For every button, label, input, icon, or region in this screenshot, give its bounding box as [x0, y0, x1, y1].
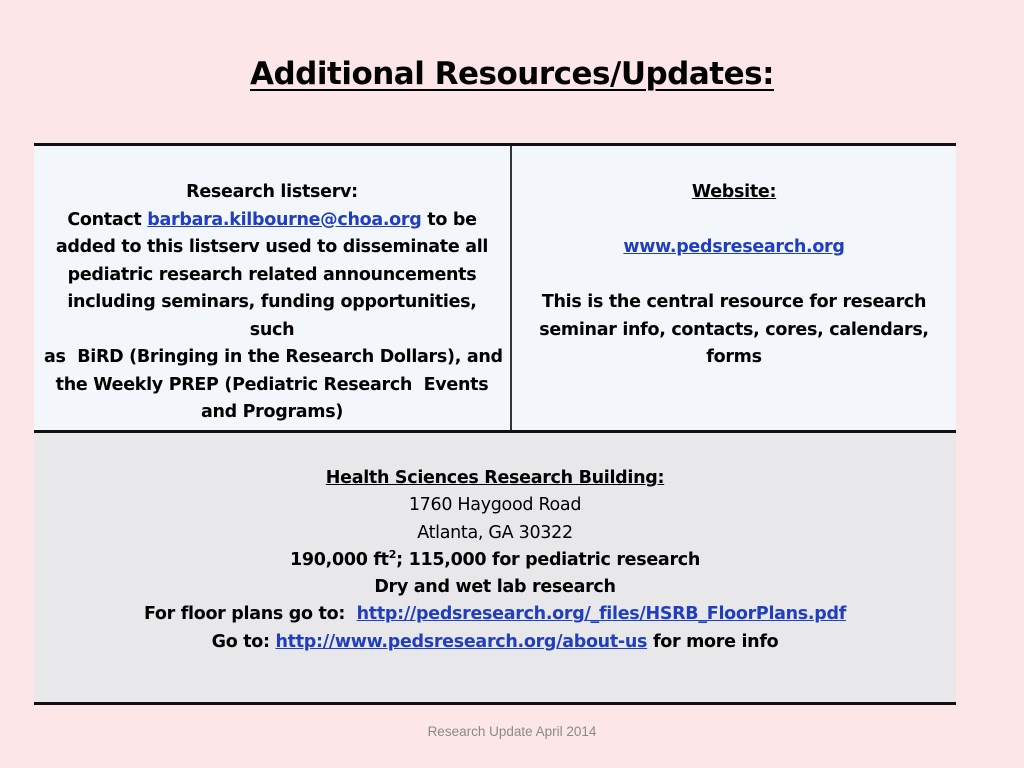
area-line — [34, 547, 956, 574]
listserv-contact-line — [44, 207, 500, 235]
address-line: 1760 Haygood Road — [408, 495, 582, 516]
website-cell — [512, 146, 956, 430]
floorplan-line — [34, 601, 956, 628]
website-description-line: This is the central resource for research — [541, 292, 927, 312]
resources-table — [34, 143, 956, 705]
address-line: Atlanta, GA 30322 — [417, 522, 573, 543]
more-suffix: for more info — [647, 631, 779, 652]
listserv-text-line: and Programs) — [200, 402, 344, 422]
lab-line: Dry and wet lab research — [374, 577, 616, 598]
contact-suffix: to be — [427, 209, 477, 230]
about-us-link[interactable]: http://www.pedsresearch.org/about-us — [275, 631, 648, 652]
website-heading: Website: — [691, 182, 777, 202]
listserv-text-line: as BiRD (Bringing in the Research Dollars), and — [44, 347, 503, 367]
listserv-text-line: added to this listserv used to disseminate all — [55, 237, 489, 257]
page-title: Additional Resources/Updates: — [250, 56, 774, 92]
building-heading: Health Sciences Research Building: — [325, 468, 665, 488]
footer-text: Research Update April 2014 — [427, 724, 597, 739]
listserv-text-line: including seminars, funding opportunities, such — [67, 292, 477, 340]
area-prefix: 190,000 ft — [289, 549, 389, 570]
floorplan-prefix: For floor plans go to: — [143, 604, 357, 625]
area-sup: 2 — [388, 548, 397, 562]
building-info — [34, 433, 956, 702]
resources-top-row — [34, 146, 956, 433]
listserv-heading: Research listserv: — [186, 182, 358, 202]
listserv-cell — [34, 146, 512, 430]
website-link[interactable]: www.pedsresearch.org — [623, 237, 845, 257]
contact-prefix: Contact — [67, 209, 142, 230]
listserv-text-line: pediatric research related announcements — [67, 264, 477, 285]
floorplan-link[interactable]: http://pedsresearch.org/_files/HSRB_FloorPlans.pdf — [356, 604, 847, 625]
more-info-line — [34, 629, 956, 656]
more-prefix: Go to: — [211, 631, 276, 652]
area-suffix: ; 115,000 for pediatric research — [396, 549, 701, 570]
listserv-text-line: the Weekly PREP (Pediatric Research Events — [55, 374, 489, 395]
website-description-line: forms — [706, 347, 762, 367]
listserv-email-link[interactable]: barbara.kilbourne@choa.org — [147, 209, 422, 230]
website-description-line: seminar info, contacts, cores, calendars, — [539, 319, 929, 340]
